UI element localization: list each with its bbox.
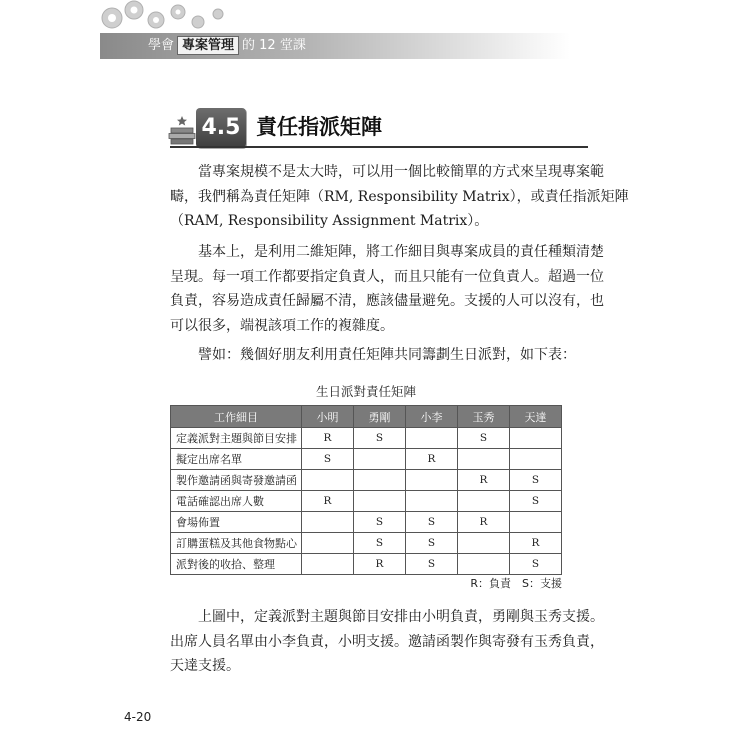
text-line: 負責，容易造成責任歸屬不清，應該儘量避免。支援的人可以沒有，也 — [170, 293, 604, 309]
task-cell: 擬定出席名單 — [171, 449, 302, 470]
table-legend: R：負責 S：支援 — [470, 577, 562, 590]
stacked-books-icon — [168, 110, 196, 146]
role-cell — [302, 554, 354, 575]
section-number-badge: 4.5 — [196, 108, 246, 148]
role-cell — [354, 449, 406, 470]
column-header-member: 小李 — [406, 406, 458, 428]
role-cell — [302, 470, 354, 491]
closing-paragraph — [170, 605, 604, 679]
table-header-row — [171, 406, 562, 428]
column-header-member: 玉秀 — [458, 406, 510, 428]
table-caption: 生日派對責任矩陣 — [315, 384, 416, 399]
table-row — [171, 533, 562, 554]
role-cell — [458, 554, 510, 575]
role-cell: S — [406, 512, 458, 533]
role-cell — [302, 512, 354, 533]
role-cell: R — [302, 491, 354, 512]
text-line: 可以很多，端視該項工作的複雜度。 — [170, 317, 394, 334]
role-cell — [354, 491, 406, 512]
role-cell — [302, 533, 354, 554]
task-cell: 製作邀請函與寄發邀請函 — [171, 470, 302, 491]
book-title-prefix: 學會 — [148, 38, 175, 53]
paragraph-3 — [170, 343, 574, 368]
role-cell: R — [354, 554, 406, 575]
role-cell — [458, 449, 510, 470]
task-cell: 電話確認出席人數 — [171, 491, 302, 512]
text-line: 譬如：幾個好朋友利用責任矩陣共同籌劃生日派對，如下表： — [198, 347, 576, 363]
role-cell — [406, 470, 458, 491]
role-cell — [406, 428, 458, 449]
text-line: （RAM, Responsibility Assignment Matrix）。 — [170, 213, 489, 229]
role-cell: R — [510, 533, 562, 554]
page-number: 4-20 — [124, 710, 152, 724]
role-cell — [510, 428, 562, 449]
task-cell: 訂購蛋糕及其他食物點心 — [171, 533, 302, 554]
role-cell: R — [458, 470, 510, 491]
role-cell: S — [354, 428, 406, 449]
table-row — [171, 512, 562, 533]
column-header-member: 勇剛 — [354, 406, 406, 428]
paragraph-1 — [170, 160, 629, 234]
responsibility-matrix-table — [170, 405, 562, 575]
text-line: 出席人員名單由小李負責，小明支援。邀請函製作與寄發有玉秀負責， — [170, 633, 604, 650]
table-row — [171, 470, 562, 491]
role-cell — [354, 470, 406, 491]
text-line: 基本上，是利用二維矩陣，將工作細目與專案成員的責任種類清楚 — [198, 244, 604, 260]
role-cell: S — [510, 470, 562, 491]
text-line: 呈現。每一項工作都要指定負責人，而且只能有一位負責人。超過一位 — [170, 268, 604, 285]
table-row — [171, 554, 562, 575]
role-cell: S — [354, 533, 406, 554]
role-cell: S — [458, 428, 510, 449]
table-row — [171, 449, 562, 470]
section-heading — [168, 108, 588, 148]
role-cell: R — [302, 428, 354, 449]
role-cell: S — [510, 554, 562, 575]
column-header-task: 工作細目 — [171, 406, 302, 428]
role-cell: S — [354, 512, 406, 533]
role-cell — [510, 449, 562, 470]
paragraph-2 — [170, 240, 604, 338]
table-row — [171, 491, 562, 512]
role-cell: S — [510, 491, 562, 512]
role-cell — [406, 491, 458, 512]
role-cell: S — [406, 533, 458, 554]
section-title: 責任指派矩陣 — [256, 115, 382, 139]
text-line: 上圖中，定義派對主題與節目安排由小明負責，勇剛與玉秀支援。 — [198, 609, 604, 625]
text-line: 天達支援。 — [170, 658, 240, 674]
column-header-member: 小明 — [302, 406, 354, 428]
role-cell: S — [302, 449, 354, 470]
book-title — [148, 36, 306, 56]
role-cell — [510, 512, 562, 533]
text-line: 當專案規模不是太大時，可以用一個比較簡單的方式來呈現專案範 — [198, 164, 604, 180]
book-title-highlight: 專案管理 — [177, 36, 239, 55]
task-cell: 會場佈置 — [171, 512, 302, 533]
text-line: 疇，我們稱為責任矩陣（RM, Responsibility Matrix），或責任指派矩陣 — [170, 188, 629, 205]
table-row — [171, 428, 562, 449]
role-cell — [458, 533, 510, 554]
gear-decoration-icon — [100, 0, 240, 30]
role-cell — [458, 491, 510, 512]
column-header-member: 天達 — [510, 406, 562, 428]
book-title-suffix: 的 12 堂課 — [242, 38, 306, 53]
section-divider — [170, 146, 588, 148]
task-cell: 定義派對主題與節目安排 — [171, 428, 302, 449]
role-cell: S — [406, 554, 458, 575]
task-cell: 派對後的收拾、整理 — [171, 554, 302, 575]
role-cell: R — [406, 449, 458, 470]
role-cell: R — [458, 512, 510, 533]
